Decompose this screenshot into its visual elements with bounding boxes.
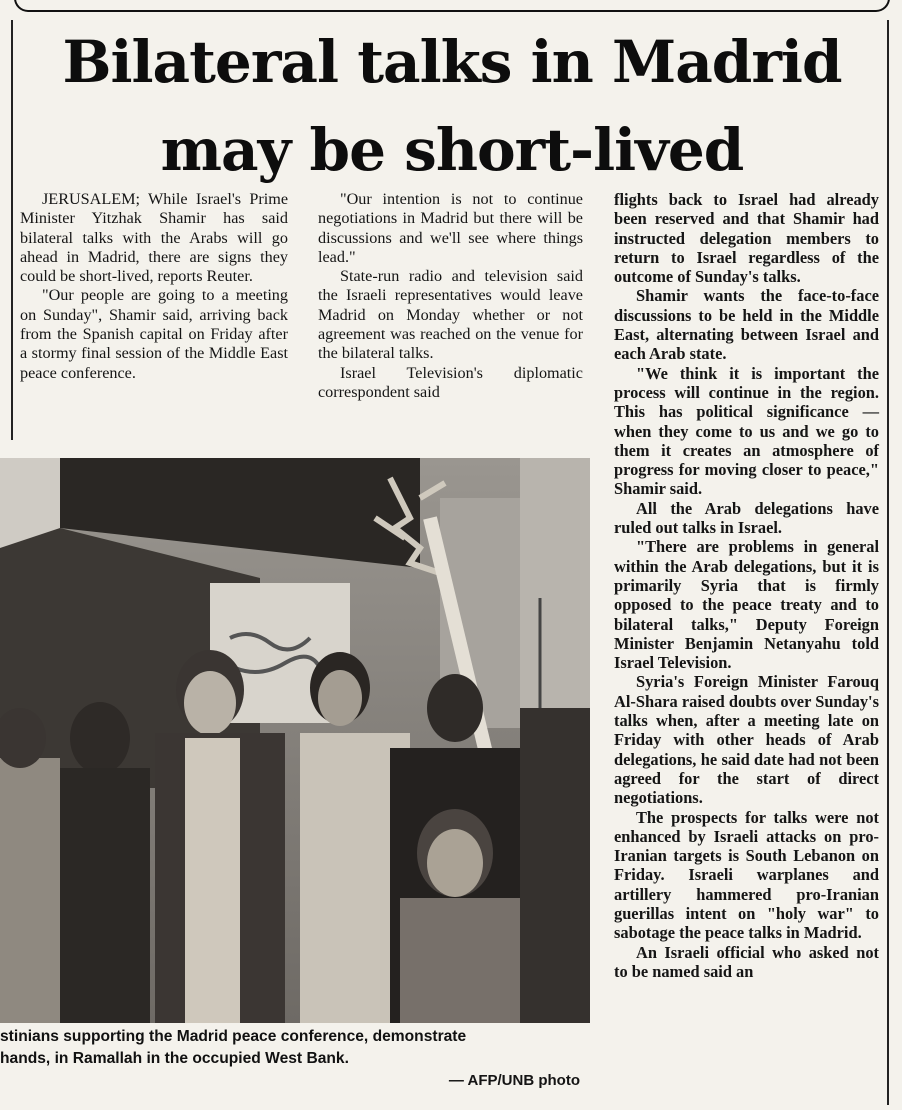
page-frame-top [14, 0, 890, 12]
news-photo [0, 458, 590, 1023]
paragraph: "There are problems in general within the Arab delegations, but it is primarily Syria that is firmly opposed to the peace treaty and to bilateral talks," Deputy Foreign Minister Benjamin Netanyahu told Israel Television. [614, 537, 879, 673]
article-column-2 [318, 190, 583, 402]
article-column-1 [20, 190, 288, 383]
article-column-3 [614, 190, 879, 981]
photo-credit: — AFP/UNB photo [448, 1072, 580, 1089]
paragraph: "Our people are going to a meeting on Sunday", Shamir said, arriving back from the Spanish capital on Friday after a stormy final session of the Middle East peace conference. [20, 286, 288, 382]
headline-line-2: may be short-lived [160, 116, 744, 184]
paragraph: All the Arab delegations have ruled out talks in Israel. [614, 498, 879, 538]
column-rule-left [11, 20, 13, 440]
headline [16, 18, 888, 194]
paragraph: flights back to Israel had already been reserved and that Shamir had instructed delegation members to return to Israel regardless of the outcome of Sunday's talks. [614, 190, 879, 287]
caption-line-1: stinians supporting the Madrid peace conference, demonstrate [0, 1028, 467, 1045]
paragraph: Israel Television's diplomatic correspondent said [318, 363, 583, 401]
paragraph: Shamir wants the face-to-face discussions to be held in the Middle East, alternating between Israel and each Arab state. [614, 286, 879, 364]
paragraph: State-run radio and television said the Israeli representatives would leave Madrid on Monday whether or not agreement was reached on the venue for the bilateral talks. [318, 267, 583, 363]
paragraph: JERUSALEM; While Israel's Prime Minister Yitzhak Shamir has said bilateral talks with the Arabs will go ahead in Madrid, there are signs they could be short-lived, reports Reuter. [20, 190, 288, 286]
demonstration-photo-illustration [0, 458, 590, 1023]
paragraph: Syria's Foreign Minister Farouq Al-Shara raised doubts over Sunday's talks when, after a meeting late on Friday with other heads of Arab delegations, he said date had not been agreed for the start of direct negotiations. [614, 672, 879, 808]
paragraph: An Israeli official who asked not to be named said an [614, 942, 879, 981]
caption-line-2: hands, in Ramallah in the occupied West Bank. [0, 1050, 349, 1067]
headline-line-1: Bilateral talks in Madrid [62, 28, 842, 96]
paragraph: "We think it is important the process will continue in the region. This has political significance — when they come to us and we go to them it creates an atmosphere of progress for moving closer to peace," Shamir said. [614, 363, 879, 499]
photo-caption [0, 1026, 590, 1070]
paragraph: The prospects for talks were not enhanced by Israeli attacks on pro-Iranian targets is South Lebanon on Friday. Israeli warplanes and artillery hammered pro-Iranian guerillas intent on "holy war" to sabotage the peace talks in Madrid. [614, 807, 879, 943]
paragraph: "Our intention is not to continue negotiations in Madrid but there will be discussions and we'll see where things lead." [318, 190, 583, 266]
